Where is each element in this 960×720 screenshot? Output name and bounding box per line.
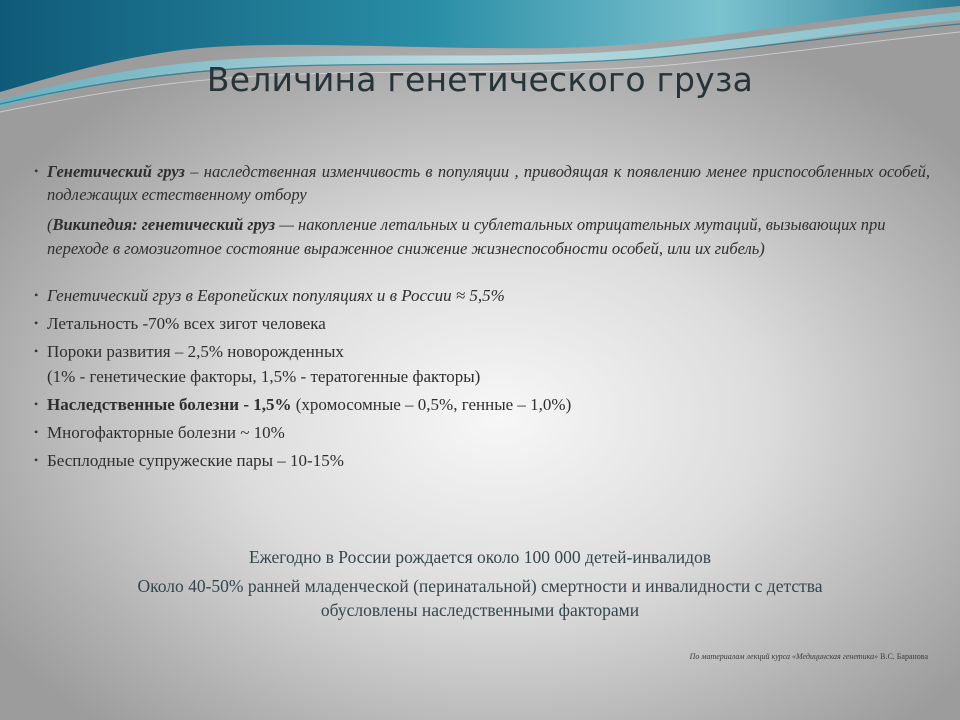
stat-hereditary-rest: (хромосомные – 0,5%, генные – 1,0%) [291,395,572,414]
stat-lethality-text: Летальность -70% всех зигот человека [47,314,326,333]
stat-malformations-text: Пороки развития – 2,5% новорожденных [47,342,344,361]
stat-hereditary-bold: Наследственные болезни - 1,5% [47,395,292,414]
stat-malformations [30,340,930,363]
stat-european-load [30,284,930,307]
bullet-icon: • [34,397,39,411]
stat-infertile-text: Бесплодные супружеские пары – 10-15% [47,451,344,470]
bullet-icon: • [34,316,39,330]
wiki-open-paren: ( [47,215,53,234]
definition-term: Генетический груз [47,162,185,181]
definition-item [30,160,930,206]
bullet-icon: • [34,344,39,358]
stat-multifactorial [30,421,930,444]
wiki-term: Википедия: генетический груз [52,215,276,234]
stat-european-text: Генетический груз в Европейских популяциях и в России ≈ 5,5% [47,286,505,305]
slide-title: Величина генетического груза [206,60,754,99]
definition-text: – наследственная изменчивость в популяции , приводящая к появлению менее приспособленных особей, подлежащих естественному отбору [47,162,930,204]
stat-multifactorial-text: Многофакторные болезни ~ 10% [47,423,285,442]
slide-content [30,160,930,472]
bullet-icon: • [34,453,39,467]
stat-infertile [30,449,930,472]
bullet-icon: • [34,425,39,439]
bullet-icon: • [34,164,39,178]
stat-hereditary [30,393,930,416]
stat-malformations-detail-text: (1% - генетические факторы, 1,5% - тератогенные факторы) [47,367,481,386]
source-note [690,652,928,661]
footer-line-2: Около 40-50% ранней младенческой (перинатальной) смертности и инвалидности с детства [137,576,823,596]
stat-malformations-detail [30,365,930,388]
footer-line-1: Ежегодно в России рождается около 100 000 детей-инвалидов [248,547,712,567]
stat-lethality [30,312,930,335]
footer-line-3: обусловлены наследственными факторами [320,600,640,620]
wiki-definition [30,213,930,260]
wiki-text: — накопление летальных и сублетальных отрицательных мутаций, вызывающих при переходе в гомозиготное состояние выраженное снижение жизнеспособности особей, или их гибель) [47,215,886,258]
source-prefix: По материалам лекций курса «Медицинская генетика» [689,652,881,661]
bullet-icon: • [34,288,39,302]
source-author: В.С. Баранова [880,652,928,661]
